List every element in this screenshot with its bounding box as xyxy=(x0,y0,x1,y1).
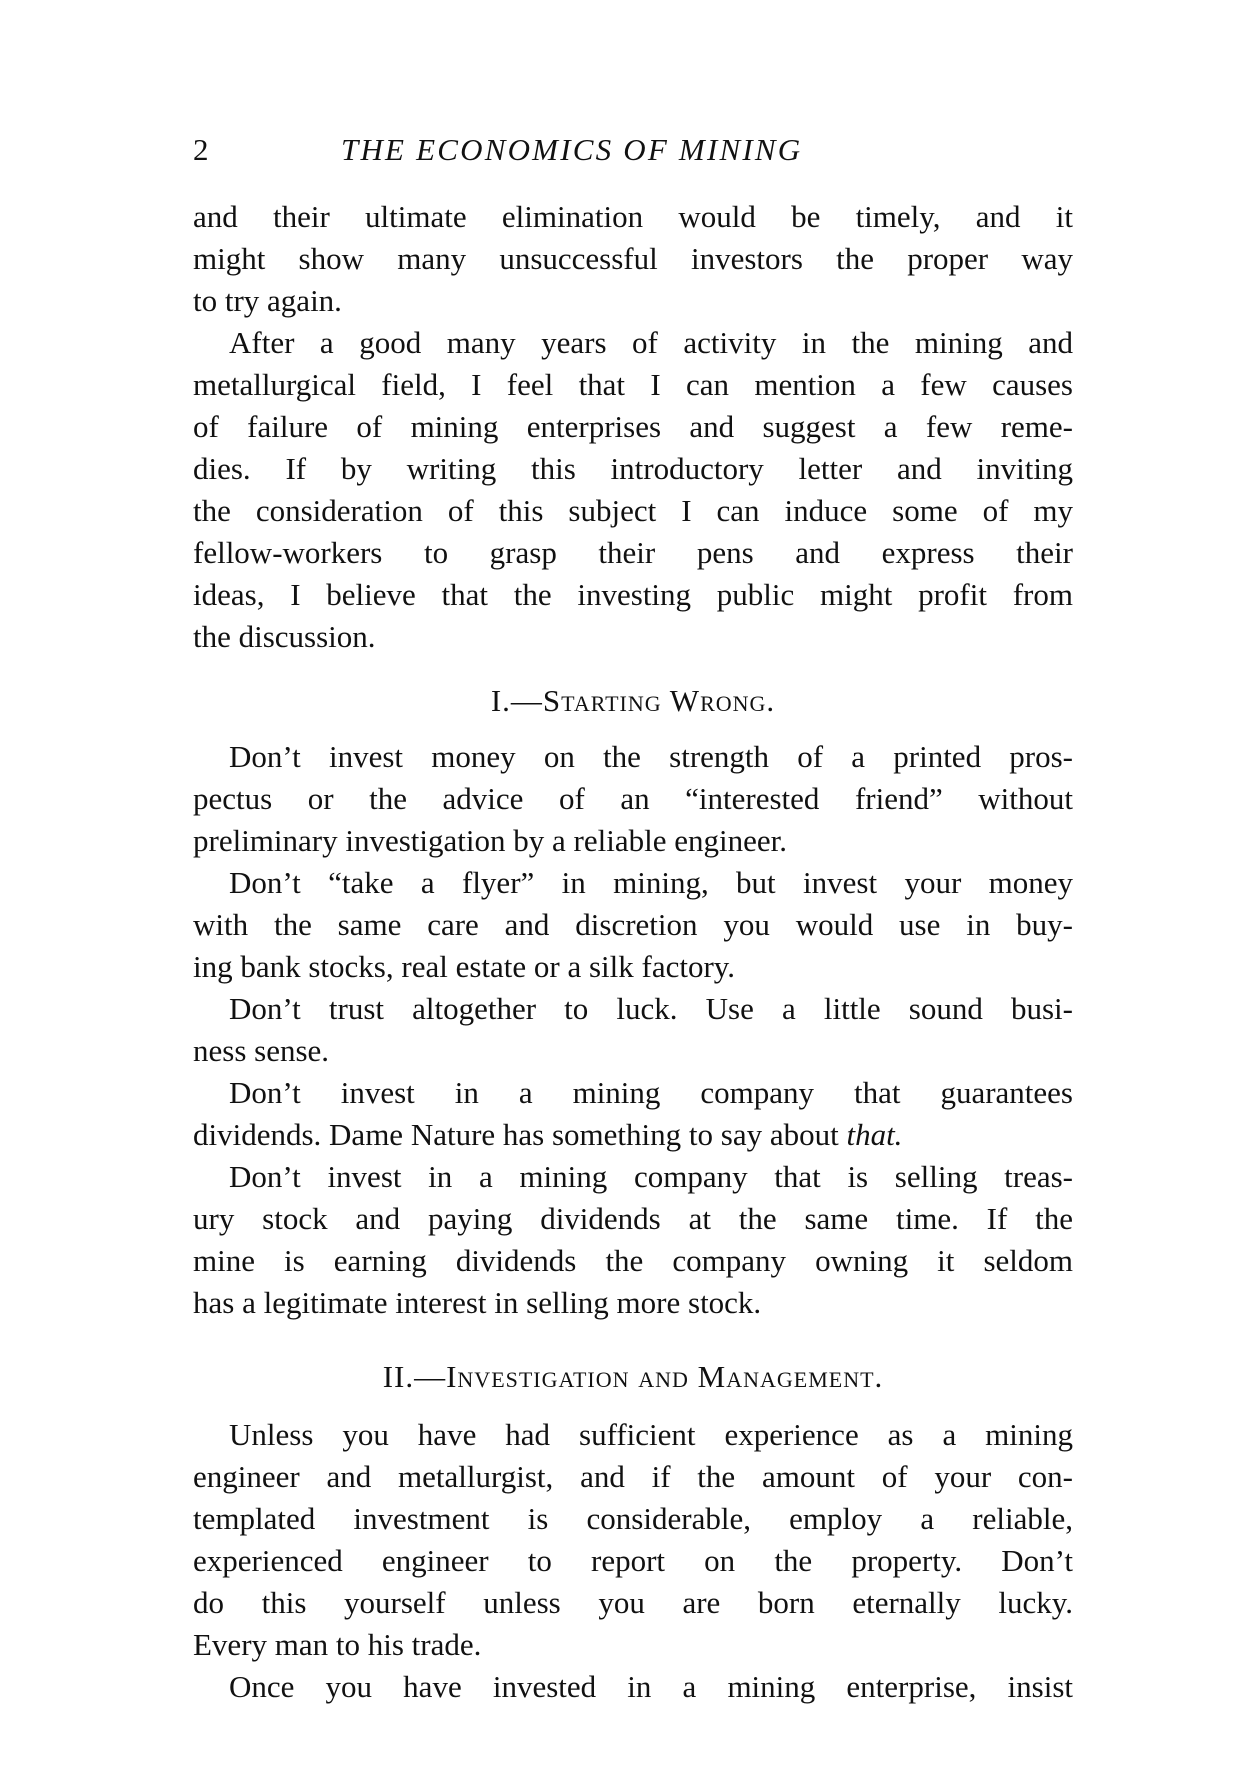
text-line: After a good many years of activity in the mining and xyxy=(229,325,1073,360)
running-head xyxy=(193,128,1073,172)
text-line: preliminary investigation by a reliable engineer. xyxy=(193,823,787,858)
text-line: ness sense. xyxy=(193,1033,330,1068)
paragraph-intro-1 xyxy=(193,196,1073,322)
text-line: ury stock and paying dividends at the same time. If the xyxy=(193,1201,1073,1236)
section-title: Investigation and Management. xyxy=(446,1359,884,1394)
text-line: the discussion. xyxy=(193,619,376,654)
running-title: THE ECONOMICS OF MINING xyxy=(341,132,803,167)
paragraph-intro-2 xyxy=(193,322,1073,658)
section-heading-starting-wrong xyxy=(193,680,1073,722)
text-line: engineer and metallurgist, and if the amount of your con- xyxy=(193,1459,1073,1494)
paragraph-s1-2 xyxy=(193,862,1073,988)
text-line: Unless you have had sufficient experience as a mining xyxy=(229,1417,1073,1452)
text-line: pectus or the advice of an “interested friend” without xyxy=(193,781,1073,816)
text-line: has a legitimate interest in selling more stock. xyxy=(193,1285,762,1320)
text-line: Don’t “take a flyer” in mining, but invest your money xyxy=(229,865,1073,900)
text-line: Once you have invested in a mining enterprise, insist xyxy=(229,1669,1073,1704)
text-line: Don’t invest money on the strength of a printed pros- xyxy=(229,739,1073,774)
text-line: Don’t invest in a mining company that is selling treas- xyxy=(229,1159,1073,1194)
text-line xyxy=(193,1114,1073,1156)
text-line: metallurgical field, I feel that I can mention a few causes xyxy=(193,367,1073,402)
text-line: and their ultimate elimination would be timely, and it xyxy=(193,199,1073,234)
paragraph-s2-1 xyxy=(193,1414,1073,1666)
text-line: Don’t trust altogether to luck. Use a little sound busi- xyxy=(229,991,1073,1026)
text-line: dies. If by writing this introductory letter and inviting xyxy=(193,451,1073,486)
section-numeral: I.— xyxy=(490,683,543,718)
text-line: might show many unsuccessful investors the proper way xyxy=(193,241,1073,276)
section-title: Starting Wrong. xyxy=(542,683,776,718)
text-line: Every man to his trade. xyxy=(193,1627,482,1662)
text-line: mine is earning dividends the company owning it seldom xyxy=(193,1243,1073,1278)
paragraph-s2-2 xyxy=(193,1666,1073,1708)
paragraph-s1-3 xyxy=(193,988,1073,1072)
text-run: dividends. Dame Nature has something to say about xyxy=(193,1117,847,1152)
page-number: 2 xyxy=(193,132,209,167)
text-line: to try again. xyxy=(193,283,342,318)
text-line: experienced engineer to report on the property. Don’t xyxy=(193,1543,1073,1578)
text-line: fellow-workers to grasp their pens and express their xyxy=(193,535,1073,570)
paragraph-s1-4 xyxy=(193,1072,1073,1156)
text-line: the consideration of this subject I can induce some of my xyxy=(193,493,1073,528)
paragraph-s1-5 xyxy=(193,1156,1073,1324)
text-line: Don’t invest in a mining company that guarantees xyxy=(229,1075,1073,1110)
text-line: do this yourself unless you are born eternally lucky. xyxy=(193,1585,1073,1620)
text-line: with the same care and discretion you would use in buy- xyxy=(193,907,1073,942)
text-line: templated investment is considerable, employ a reliable, xyxy=(193,1501,1073,1536)
text-line: of failure of mining enterprises and suggest a few reme- xyxy=(193,409,1073,444)
text-line: ideas, I believe that the investing public might profit from xyxy=(193,577,1073,612)
paragraph-s1-1 xyxy=(193,736,1073,862)
section-heading-investigation-and-management xyxy=(193,1356,1073,1398)
italic-emphasis: that. xyxy=(846,1117,903,1152)
body-text xyxy=(193,196,1073,1708)
text-line: ing bank stocks, real estate or a silk factory. xyxy=(193,949,736,984)
section-numeral: II.— xyxy=(382,1359,447,1394)
